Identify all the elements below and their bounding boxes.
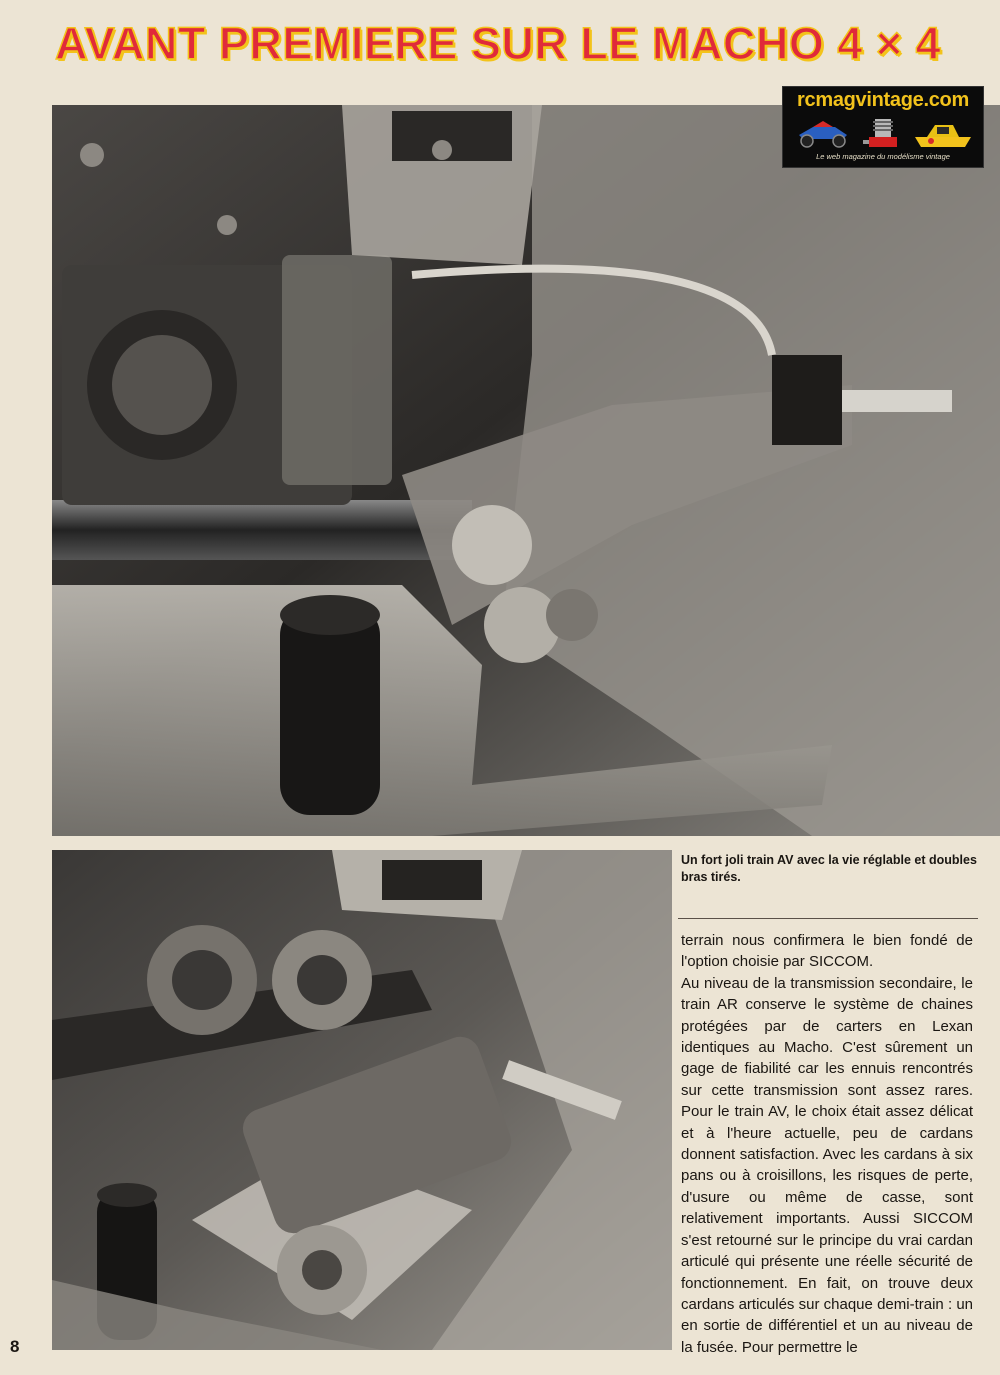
photo-caption: Un fort joli train AV avec la vie réglable et doubles bras tirés.: [681, 853, 977, 884]
engine-icon: [863, 117, 903, 149]
page-number: 8: [10, 1337, 20, 1356]
logo-name: rcmagvintage.com: [797, 89, 969, 111]
logo-tagline: Le web magazine du modélisme vintage: [816, 152, 950, 161]
caption-divider: [678, 918, 978, 919]
front-axle-overview-photo: [52, 850, 672, 1350]
article-body: [681, 930, 973, 1358]
body-paragraph: Au niveau de la transmission secondaire, le train AR conserve le système de chaines protégées par de carters en Lexan identiques au Macho. C'est sûrement un gage de fiabilité car les ennuis rencontrés sur cette transmission sont assez rares. Pour le train AV, le choix était assez délicat et à l'heure actuelle, peu de cardans donnent satisfaction. Avec les cardans à six pans ou à croisillons, les risques de perte, d'usure ou même de casse, sont relativement importants. Aussi SICCOM s'est retourné sur le principe du vrai cardan articulé qui présente une réelle sécurité de fonctionnement. En fait, on trouve deux cardans articulés sur chaque demi-train : un en sortie de différentiel et un au niveau de la fusée. Pour permettre le: [681, 974, 973, 1356]
body-paragraph: terrain nous confirmera le bien fondé de l'option choisie par SICCOM.: [681, 932, 973, 971]
buggy-icon: [793, 117, 853, 149]
boat-icon: [913, 117, 975, 149]
front-axle-closeup-photo: [52, 105, 1000, 836]
site-logo: [782, 86, 984, 168]
headline: AVANT PREMIERE SUR LE MACHO 4 × 4: [55, 18, 942, 69]
